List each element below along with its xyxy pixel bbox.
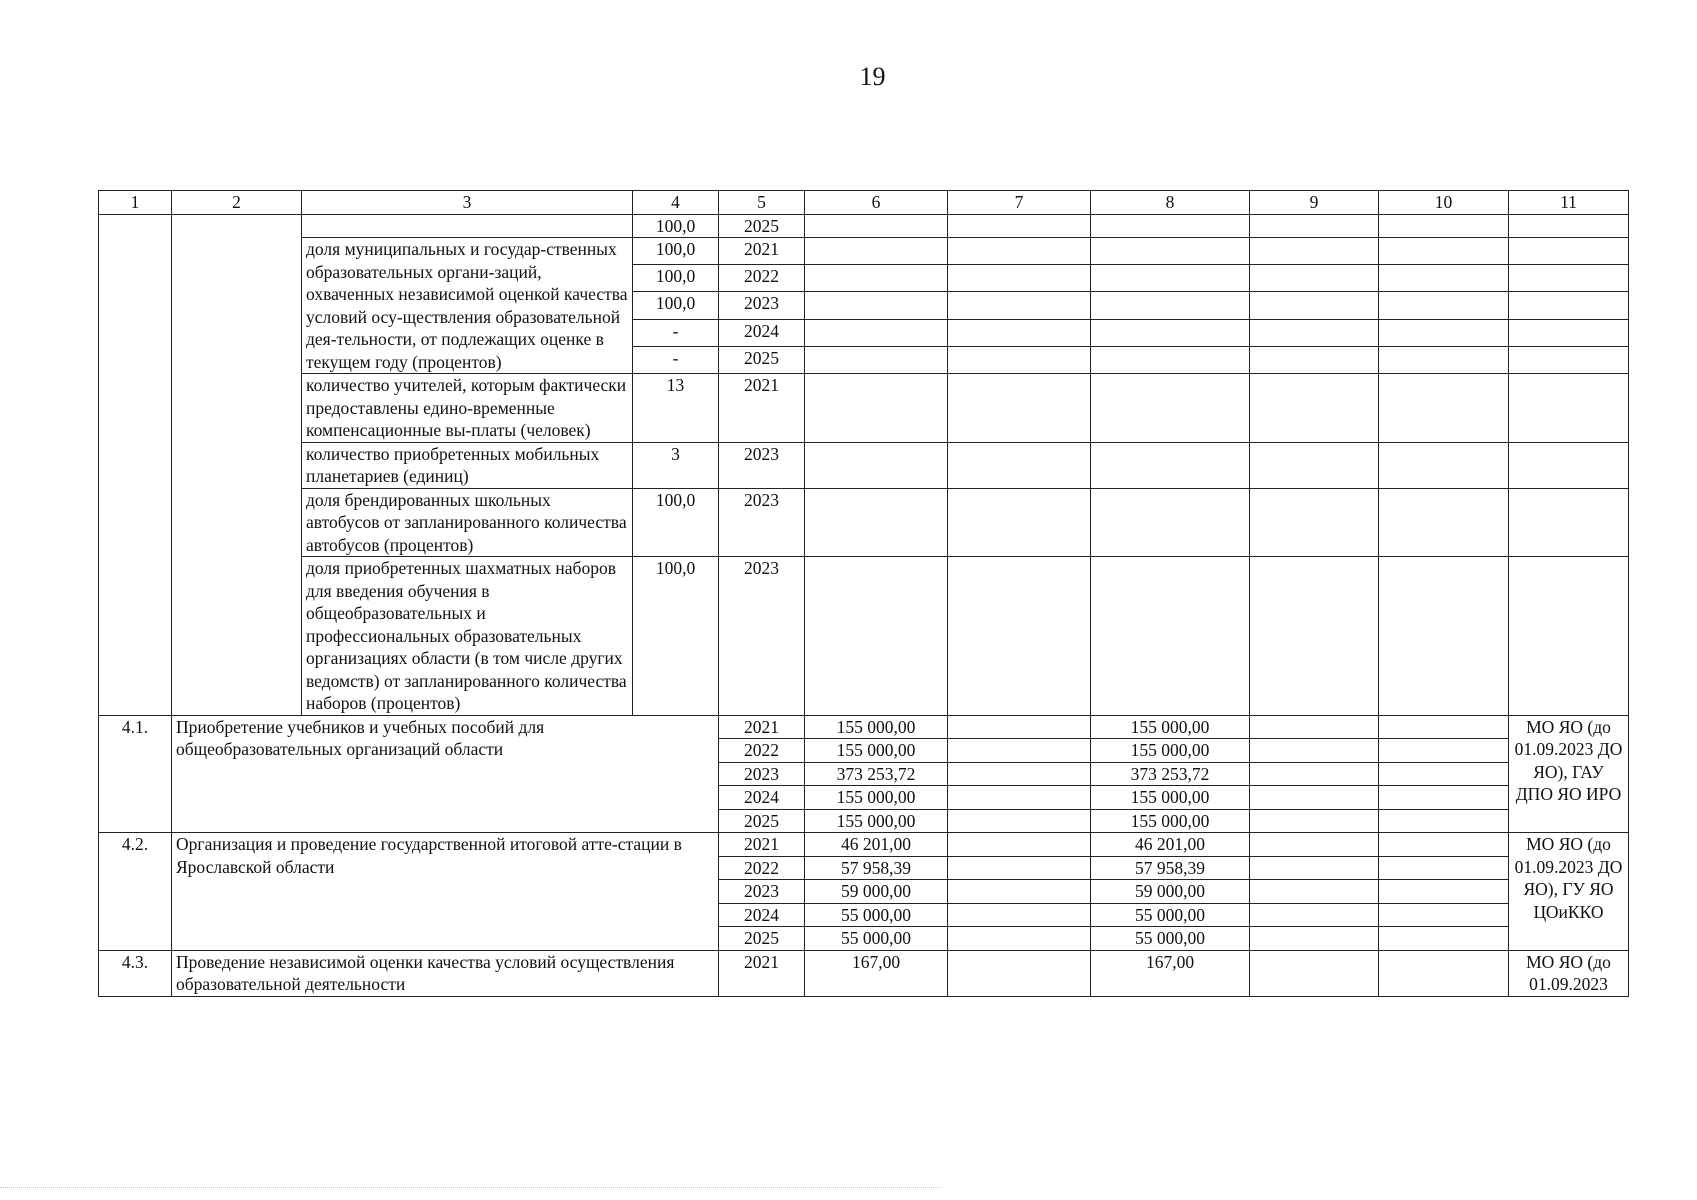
empty-cell: [1379, 488, 1509, 557]
empty-cell: [1379, 903, 1509, 927]
empty-cell: [1250, 557, 1379, 716]
activity-year: 2021: [719, 950, 805, 996]
empty-cell: [1509, 488, 1629, 557]
empty-cell: [99, 214, 172, 715]
indicator-year: 2025: [719, 214, 805, 238]
empty-cell: [948, 319, 1091, 346]
indicator-description: доля брендированных школьных автобусов от запланированного количества автобусов (процентов): [302, 488, 633, 557]
empty-cell: [1250, 950, 1379, 996]
indicator-value: 13: [633, 374, 719, 443]
column-header: 11: [1509, 191, 1629, 215]
empty-cell: [948, 346, 1091, 373]
indicator-row: [99, 238, 1629, 265]
empty-cell: [805, 488, 948, 557]
activity-regional: 155 000,00: [1091, 739, 1250, 763]
activity-year: 2022: [719, 739, 805, 763]
activity-total: 155 000,00: [805, 715, 948, 739]
activity-total: 155 000,00: [805, 809, 948, 833]
empty-cell: [1250, 786, 1379, 810]
empty-cell: [1091, 442, 1250, 488]
empty-cell: [948, 265, 1091, 292]
indicator-description: количество учителей, которым фактически предоставлены едино-временные компенсационные вы-платы (человек): [302, 374, 633, 443]
activity-responsible: МО ЯО (до 01.09.2023 ДО ЯО), ГАУ ДПО ЯО ИРО: [1509, 715, 1629, 833]
activity-total: 155 000,00: [805, 786, 948, 810]
empty-cell: [1379, 319, 1509, 346]
empty-cell: [1379, 238, 1509, 265]
indicator-row: [99, 374, 1629, 443]
activity-total: 167,00: [805, 950, 948, 996]
empty-cell: [948, 715, 1091, 739]
indicator-value: 100,0: [633, 214, 719, 238]
program-activities-table: [98, 190, 1629, 997]
column-header: 10: [1379, 191, 1509, 215]
activity-row: [99, 715, 1629, 739]
indicator-year: 2021: [719, 238, 805, 265]
empty-cell: [1379, 715, 1509, 739]
empty-cell: [1379, 856, 1509, 880]
activity-number: 4.2.: [99, 833, 172, 951]
indicator-value: 100,0: [633, 238, 719, 265]
empty-cell: [805, 214, 948, 238]
activity-year: 2022: [719, 856, 805, 880]
page-number: 19: [859, 62, 886, 91]
column-header: 7: [948, 191, 1091, 215]
empty-cell: [948, 880, 1091, 904]
empty-cell: [805, 557, 948, 716]
activity-year: 2024: [719, 903, 805, 927]
activity-row: [99, 833, 1629, 857]
activity-regional: 59 000,00: [1091, 880, 1250, 904]
activity-name: Организация и проведение государственной итоговой атте-стации в Ярославской области: [172, 833, 719, 951]
empty-cell: [1379, 762, 1509, 786]
activity-year: 2021: [719, 833, 805, 857]
empty-cell: [948, 762, 1091, 786]
empty-cell: [1250, 903, 1379, 927]
column-header: 6: [805, 191, 948, 215]
activity-total: 46 201,00: [805, 833, 948, 857]
indicator-year: 2023: [719, 488, 805, 557]
indicator-value: 100,0: [633, 265, 719, 292]
empty-cell: [1091, 265, 1250, 292]
activity-regional: 155 000,00: [1091, 786, 1250, 810]
empty-cell: [948, 557, 1091, 716]
empty-cell: [1250, 715, 1379, 739]
activity-total: 373 253,72: [805, 762, 948, 786]
activity-name: Проведение независимой оценки качества условий осуществления образовательной деятельности: [172, 950, 719, 996]
empty-cell: [805, 319, 948, 346]
activity-responsible: МО ЯО (до 01.09.2023 ДО ЯО), ГУ ЯО ЦОиККО: [1509, 833, 1629, 951]
empty-cell: [1379, 265, 1509, 292]
empty-cell: [948, 927, 1091, 951]
empty-cell: [1250, 319, 1379, 346]
activity-year: 2025: [719, 809, 805, 833]
indicator-value: -: [633, 319, 719, 346]
empty-cell: [948, 739, 1091, 763]
activity-total: 55 000,00: [805, 903, 948, 927]
empty-cell: [1250, 927, 1379, 951]
activity-year: 2025: [719, 927, 805, 951]
empty-cell: [1379, 739, 1509, 763]
column-number-row: [99, 191, 1629, 215]
indicator-row: [99, 214, 1629, 238]
empty-cell: [1250, 809, 1379, 833]
column-header: 3: [302, 191, 633, 215]
activity-regional: 55 000,00: [1091, 927, 1250, 951]
activity-row: [99, 950, 1629, 996]
indicator-year: 2023: [719, 557, 805, 716]
empty-cell: [1250, 488, 1379, 557]
empty-cell: [948, 238, 1091, 265]
empty-cell: [1091, 374, 1250, 443]
empty-cell: [948, 786, 1091, 810]
activity-total: 155 000,00: [805, 739, 948, 763]
empty-cell: [948, 442, 1091, 488]
activity-regional: 55 000,00: [1091, 903, 1250, 927]
empty-cell: [1250, 762, 1379, 786]
empty-cell: [1250, 739, 1379, 763]
activity-responsible: МО ЯО (до 01.09.2023: [1509, 950, 1629, 996]
activity-number: 4.1.: [99, 715, 172, 833]
empty-cell: [948, 903, 1091, 927]
empty-cell: [948, 833, 1091, 857]
empty-cell: [805, 374, 948, 443]
column-header: 2: [172, 191, 302, 215]
empty-cell: [1509, 265, 1629, 292]
indicator-description: количество приобретенных мобильных планетариев (единиц): [302, 442, 633, 488]
activity-regional: 373 253,72: [1091, 762, 1250, 786]
empty-cell: [1509, 292, 1629, 319]
empty-cell: [1379, 292, 1509, 319]
empty-cell: [1379, 880, 1509, 904]
indicator-value: 100,0: [633, 557, 719, 716]
indicator-year: 2021: [719, 374, 805, 443]
empty-cell: [1379, 833, 1509, 857]
activity-name: Приобретение учебников и учебных пособий для общеобразовательных организаций области: [172, 715, 719, 833]
empty-cell: [948, 214, 1091, 238]
empty-cell: [805, 346, 948, 373]
activity-total: 57 958,39: [805, 856, 948, 880]
indicator-row: [99, 442, 1629, 488]
empty-cell: [1250, 856, 1379, 880]
empty-cell: [1379, 442, 1509, 488]
empty-cell: [948, 809, 1091, 833]
activity-regional: 155 000,00: [1091, 809, 1250, 833]
column-header: 8: [1091, 191, 1250, 215]
empty-cell: [1379, 374, 1509, 443]
empty-cell: [1250, 265, 1379, 292]
empty-cell: [805, 442, 948, 488]
activity-regional: 155 000,00: [1091, 715, 1250, 739]
empty-cell: [1091, 238, 1250, 265]
column-header: 5: [719, 191, 805, 215]
indicator-year: 2024: [719, 319, 805, 346]
empty-cell: [1379, 786, 1509, 810]
empty-cell: [1509, 557, 1629, 716]
indicator-value: -: [633, 346, 719, 373]
indicator-value: 100,0: [633, 488, 719, 557]
activity-regional: 167,00: [1091, 950, 1250, 996]
activity-number: 4.3.: [99, 950, 172, 996]
empty-cell: [1509, 346, 1629, 373]
empty-cell: [1091, 557, 1250, 716]
empty-cell: [1091, 292, 1250, 319]
indicator-description: [302, 214, 633, 238]
empty-cell: [948, 292, 1091, 319]
empty-cell: [1250, 214, 1379, 238]
indicator-description: доля муниципальных и государ-ственных образовательных органи-заций, охваченных независимой оценкой качества условий осу-ществления образовательной дея-тельности, от подлежащих оценке в текущем году (процентов): [302, 238, 633, 374]
indicator-value: 3: [633, 442, 719, 488]
indicator-year: 2023: [719, 442, 805, 488]
empty-cell: [1250, 880, 1379, 904]
empty-cell: [1250, 374, 1379, 443]
activity-regional: 46 201,00: [1091, 833, 1250, 857]
empty-cell: [805, 265, 948, 292]
empty-cell: [1091, 488, 1250, 557]
empty-cell: [1250, 833, 1379, 857]
indicator-description: доля приобретенных шахматных наборов для введения обучения в общеобразовательных и профессиональных образовательных организациях области (в том числе других ведомств) от запланированного количества наборов (процентов): [302, 557, 633, 716]
indicator-year: 2025: [719, 346, 805, 373]
indicator-row: [99, 557, 1629, 716]
empty-cell: [1091, 346, 1250, 373]
empty-cell: [1379, 927, 1509, 951]
empty-cell: [948, 856, 1091, 880]
indicator-year: 2023: [719, 292, 805, 319]
empty-cell: [1379, 214, 1509, 238]
empty-cell: [1250, 292, 1379, 319]
empty-cell: [1509, 238, 1629, 265]
activity-year: 2021: [719, 715, 805, 739]
empty-cell: [1379, 557, 1509, 716]
indicator-row: [99, 488, 1629, 557]
empty-cell: [1509, 374, 1629, 443]
indicator-value: 100,0: [633, 292, 719, 319]
activity-total: 55 000,00: [805, 927, 948, 951]
empty-cell: [1250, 238, 1379, 265]
empty-cell: [1091, 319, 1250, 346]
empty-cell: [1379, 809, 1509, 833]
empty-cell: [1379, 346, 1509, 373]
empty-cell: [948, 374, 1091, 443]
column-header: 4: [633, 191, 719, 215]
empty-cell: [1379, 950, 1509, 996]
activity-total: 59 000,00: [805, 880, 948, 904]
empty-cell: [1509, 214, 1629, 238]
column-header: 1: [99, 191, 172, 215]
activity-year: 2024: [719, 786, 805, 810]
empty-cell: [948, 950, 1091, 996]
activity-regional: 57 958,39: [1091, 856, 1250, 880]
scan-artifact-line: [0, 1187, 940, 1189]
empty-cell: [1250, 442, 1379, 488]
indicator-year: 2022: [719, 265, 805, 292]
column-header: 9: [1250, 191, 1379, 215]
activity-year: 2023: [719, 880, 805, 904]
empty-cell: [948, 488, 1091, 557]
empty-cell: [1509, 442, 1629, 488]
empty-cell: [1509, 319, 1629, 346]
empty-cell: [805, 292, 948, 319]
empty-cell: [1091, 214, 1250, 238]
activity-year: 2023: [719, 762, 805, 786]
empty-cell: [172, 214, 302, 715]
empty-cell: [805, 238, 948, 265]
empty-cell: [1250, 346, 1379, 373]
